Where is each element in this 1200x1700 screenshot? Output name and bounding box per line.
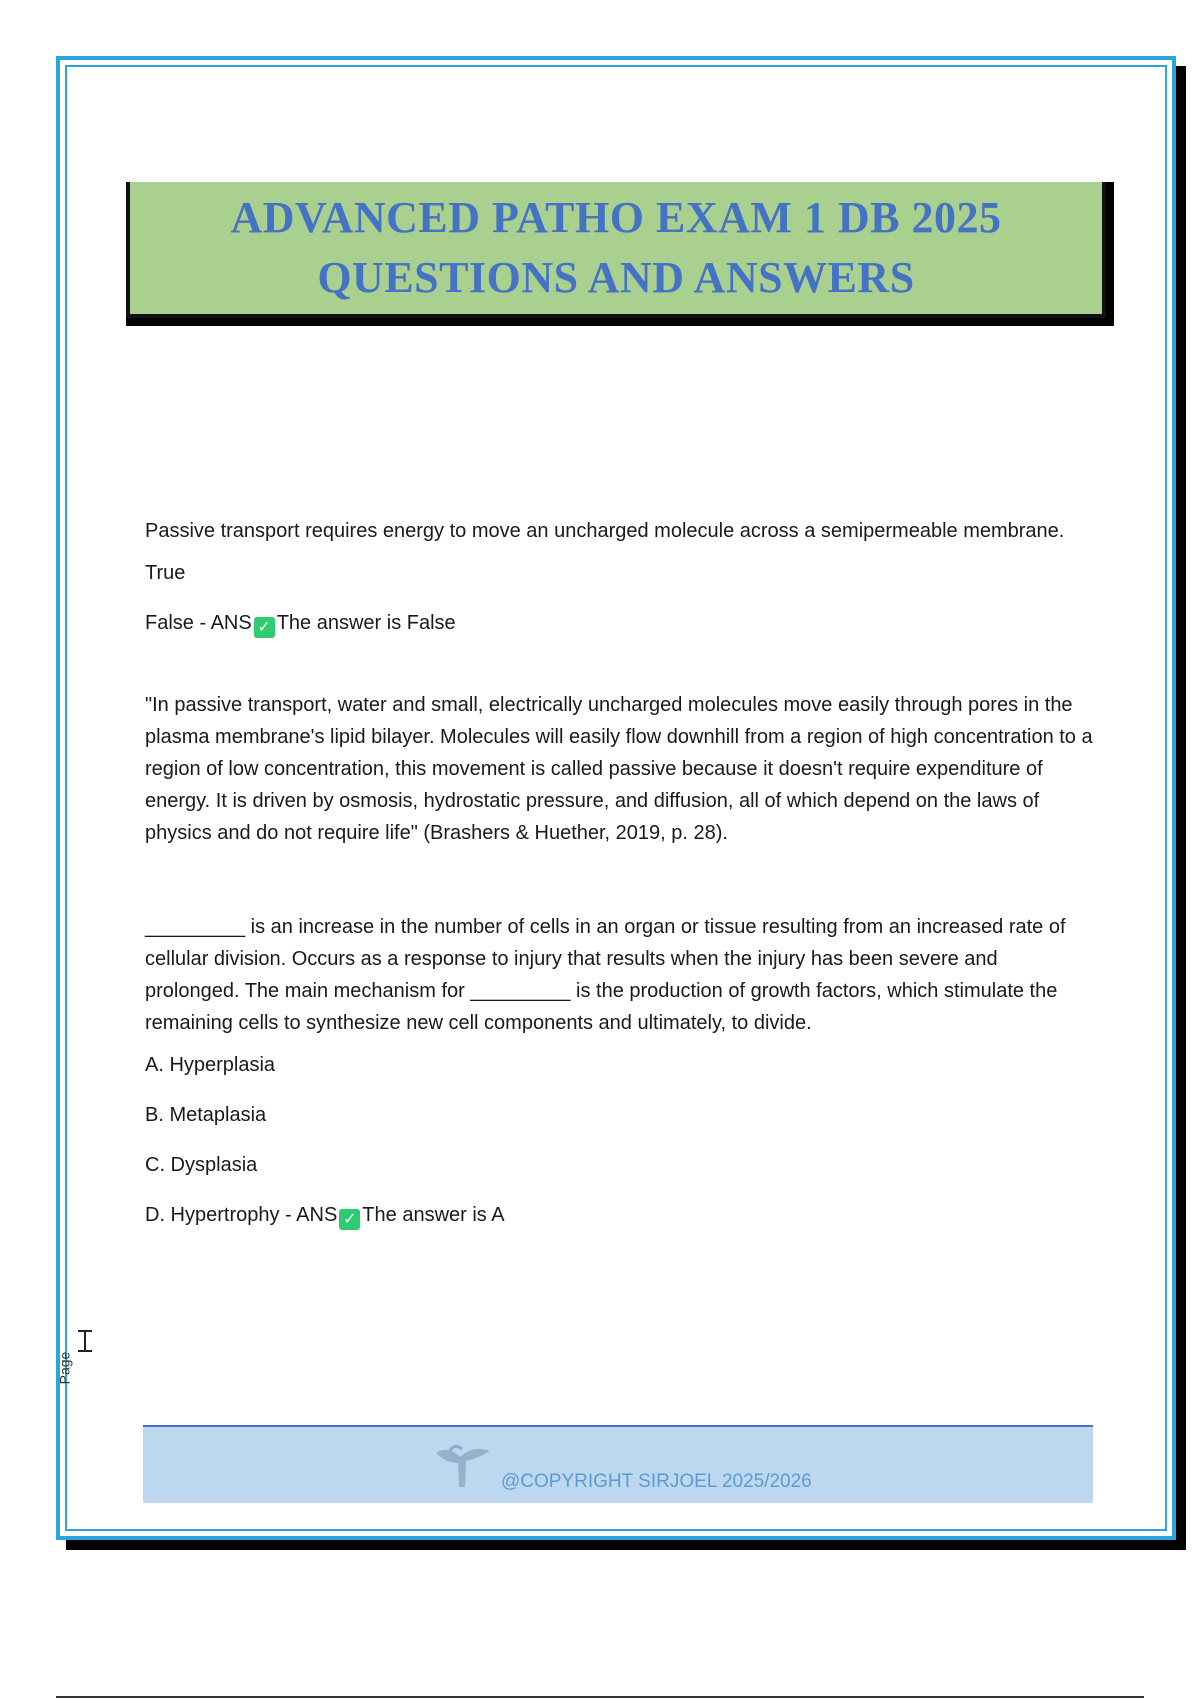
question-2-option-b: B. Metaplasia xyxy=(145,1104,267,1126)
check-mark-icon: ✓ xyxy=(339,1209,360,1230)
title-line-2: QUESTIONS AND ANSWERS xyxy=(317,253,915,302)
question-1-rationale: "In passive transport, water and small, electrically uncharged molecules move easily through pores in the plasma membrane's lipid bilayer. Molecules will easily flow downhill from a region of high concentration to a region of low concentration, this movement is called passive because it doesn't require expenditure of energy. It is driven by osmosis, hydrostatic pressure, and diffusion, all of which depend on the laws of physics and do not require life" (Brashers & Huether, 2019, p. 28). xyxy=(145,694,1093,844)
question-2-text: _________ is an increase in the number of cells in an organ or tissue resulting from an increased rate of cellular division. Occurs as a response to injury that results when the injury has been severe and prolonged. The main mechanism for _________ is the production of growth factors, which stimulate the remaining cells to synthesize new cell components and ultimately, to divide. xyxy=(145,916,1066,1034)
document-body xyxy=(145,515,1095,1249)
title-banner xyxy=(126,182,1106,318)
question-1-answer: The answer is False xyxy=(276,612,456,634)
question-1-option-false xyxy=(145,607,1095,639)
question-1-text: Passive transport requires energy to move an uncharged molecule across a semipermeable membrane. xyxy=(145,520,1065,542)
footer-band xyxy=(143,1425,1093,1503)
question-1-option-true: True xyxy=(145,562,186,584)
logo-icon xyxy=(428,1441,498,1491)
question-2-option-d xyxy=(145,1199,1095,1231)
question-2-option-a: A. Hyperplasia xyxy=(145,1054,276,1076)
side-page-text: Page xyxy=(56,1351,73,1385)
question-1-option-false-label: False - ANS xyxy=(145,612,252,634)
question-2-option-d-label: D. Hypertrophy - ANS xyxy=(145,1204,338,1226)
check-mark-icon: ✓ xyxy=(254,617,275,638)
title-line-1: ADVANCED PATHO EXAM 1 DB 2025 xyxy=(230,193,1002,242)
side-page-label xyxy=(56,1330,96,1410)
page-number-one-icon xyxy=(84,1330,86,1352)
question-2-answer: The answer is A xyxy=(362,1204,505,1226)
footer-copyright: @COPYRIGHT SIRJOEL 2025/2026 xyxy=(501,1471,812,1492)
question-2-option-c: C. Dysplasia xyxy=(145,1154,258,1176)
bottom-divider xyxy=(56,1696,1144,1698)
